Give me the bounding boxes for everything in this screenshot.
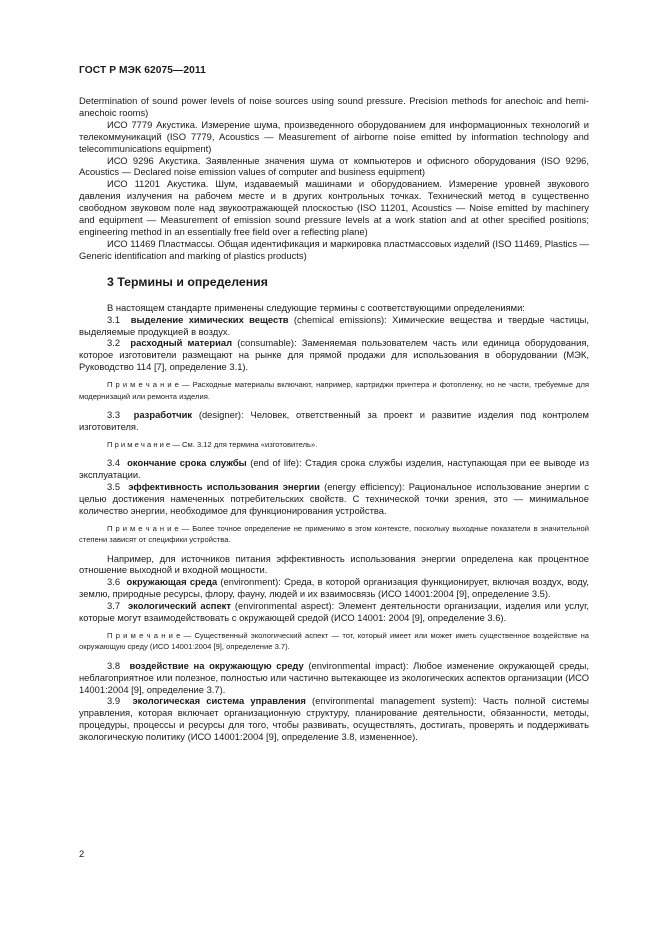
term-3-4 bbox=[79, 457, 589, 481]
term-number: 3.3 bbox=[107, 408, 121, 420]
term-3-5 bbox=[79, 481, 589, 517]
term-name: расходный материал bbox=[130, 337, 233, 349]
page-number: 2 bbox=[79, 848, 85, 859]
reference-iso-9296: ИСО 9296 Акустика. Заявленные значения шума от компьютеров и офисного оборудования (ISO 9296, Acoustics — Declared noise emission values of computer and business equipment) bbox=[79, 154, 589, 178]
term-definition: (chemical emissions): Химические вещества и твердые частицы, выделяемые продукцией в воздух. bbox=[79, 313, 589, 337]
reference-iso-11469: ИСО 11469 Пластмассы. Общая идентификация и маркировка пластмассовых изделий (ISO 11469, Plastics — Generic identification and marking of plastics products) bbox=[79, 237, 589, 261]
term-3-1 bbox=[79, 314, 589, 338]
term-name: разработчик bbox=[133, 408, 193, 420]
term-name: окружающая среда bbox=[126, 576, 218, 588]
term-number: 3.1 bbox=[107, 313, 121, 325]
term-definition: (environmental impact): Любое изменение окружающей среды, неблагоприятное или полезное, полностью или частично вытекающее из экологических аспектов организации (ИСО 14001:2004 [9], определение 3.7). bbox=[79, 659, 589, 695]
section-heading: 3 Термины и определения bbox=[107, 274, 268, 289]
note-label: П р и м е ч а н и е bbox=[107, 630, 181, 640]
term-name: эффективность использования энергии bbox=[128, 480, 320, 492]
term-3-7 bbox=[79, 600, 589, 624]
term-number: 3.6 bbox=[107, 576, 121, 588]
term-definition: (environmental aspect): Элемент деятельности организации, изделия или услуг, которые могут взаимодействовать с окружающей средой (ИСО 14001: 2004 [9], определение 3.6). bbox=[79, 600, 589, 624]
term-number: 3.2 bbox=[107, 337, 121, 349]
note-label: П р и м е ч а н и е bbox=[107, 380, 179, 390]
term-name: экологический аспект bbox=[127, 600, 231, 612]
term-name: окончание срока службы bbox=[127, 457, 247, 469]
standard-header: ГОСТ Р МЭК 62075—2011 bbox=[79, 65, 206, 76]
section-intro: В настоящем стандарте применены следующие термины с соответствующими определениями: bbox=[107, 301, 525, 313]
term-definition: (consumable): Заменяемая пользователем часть или единица оборудования, которое изготовители размещают на рынке для прямой продажи для использования в оборудовании (МЭК, Руководство 114 [7], определение 3.1). bbox=[79, 337, 590, 373]
term-number: 3.7 bbox=[107, 600, 121, 612]
term-definition: (end of life): Стадия срока службы изделия, наступающая при ее выводе из эксплуатации. bbox=[79, 457, 589, 481]
reference-continuation: Determination of sound power levels of noise sources using sound pressure. Precision methods for anechoic and hemi-anechoic rooms) bbox=[79, 95, 589, 118]
note-3-7 bbox=[79, 630, 589, 653]
term-name: воздействие на окружающую среду bbox=[129, 659, 304, 671]
reference-iso-7779: ИСО 7779 Акустика. Измерение шума, произведенного оборудованием для информационных технологий и телекоммуникаций (ISO 7779, Acoustics — Measurement of airborne noise emitted by information technology and telecommunications equipment) bbox=[79, 118, 589, 154]
term-number: 3.8 bbox=[107, 659, 121, 671]
term-number: 3.4 bbox=[107, 457, 121, 469]
note-3-3 bbox=[79, 439, 589, 450]
term-3-2 bbox=[79, 337, 589, 373]
term-3-9 bbox=[79, 695, 589, 743]
term-definition: (designer): Человек, ответственный за проект и развитие изделия под контролем изготовителя. bbox=[79, 408, 589, 432]
note-3-2 bbox=[79, 379, 589, 402]
note-text: — См. 3.12 для термина «изготовитель». bbox=[170, 439, 318, 449]
term-3-6 bbox=[79, 576, 589, 600]
term-number: 3.9 bbox=[107, 695, 121, 707]
note-text: — Более точное определение не применимо в этом контексте, поскольку выходные показатели в значительной степени зависят от специфики устройства. bbox=[79, 523, 589, 545]
term-number: 3.5 bbox=[107, 480, 121, 492]
note-label: П р и м е ч а н и е bbox=[107, 523, 179, 533]
term-definition: (energy efficiency): Рациональное использование энергии с целью достижения намеченных потребительских свойств. С технической точки зрения, это — минимальное количество энергии, необходимое для функционирования устройства. bbox=[79, 480, 589, 516]
note-text: — Существенный экологический аспект — тот, который имеет или может иметь существенное воздействие на окружающую среду (ИСО 14001:2004 [9], определение 3.7). bbox=[79, 630, 589, 652]
document-body bbox=[79, 95, 589, 743]
paragraph-power-supply: Например, для источников питания эффективность использования энергии определена как процентное отношение выходной и входной мощности. bbox=[79, 552, 589, 576]
note-3-5 bbox=[79, 523, 589, 546]
term-name: экологическая система управления bbox=[132, 695, 306, 707]
note-text: — Расходные материалы включают, например, картриджи принтера и фотопленку, но не части, требуемые для модернизаций или ремонта изделия. bbox=[79, 380, 589, 401]
reference-iso-11201: ИСО 11201 Акустика. Шум, издаваемый машинами и оборудованием. Измерение уровней звукового давления излучения на рабочем месте и в других контрольных точках. Технический метод в существенно свободном звуковом поле над звукоотражающей плоскостью (ISO 11201, Acoustics — Noise emitted by machinery and equipment — Measurement of emission sound pressure levels at a work station and at other specified positions; engineering method in an essentially free field over a reflecting plane) bbox=[79, 178, 589, 237]
term-definition: (environment): Среда, в которой организация функционирует, включая воздух, воду, землю, природные ресурсы, флору, фауну, людей и их взаимосвязь (ИСО 14001:2004 [9], определение 3.5). bbox=[79, 576, 589, 600]
term-3-3 bbox=[79, 409, 589, 433]
note-label: П р и м е ч а н и е bbox=[107, 439, 171, 449]
term-3-8 bbox=[79, 660, 589, 696]
term-definition: (environmental management system): Часть полной системы управления, которая включает организационную структуру, планирование деятельности, обязанности, методы, процедуры, процессы и ресурсы для того, чтобы развивать, осуществлять, достигать, проверять и поддерживать экологическую политику (ИСО 14001:2004 [9], определение 3.8, измененное). bbox=[79, 695, 590, 743]
term-name: выделение химических веществ bbox=[130, 313, 289, 325]
